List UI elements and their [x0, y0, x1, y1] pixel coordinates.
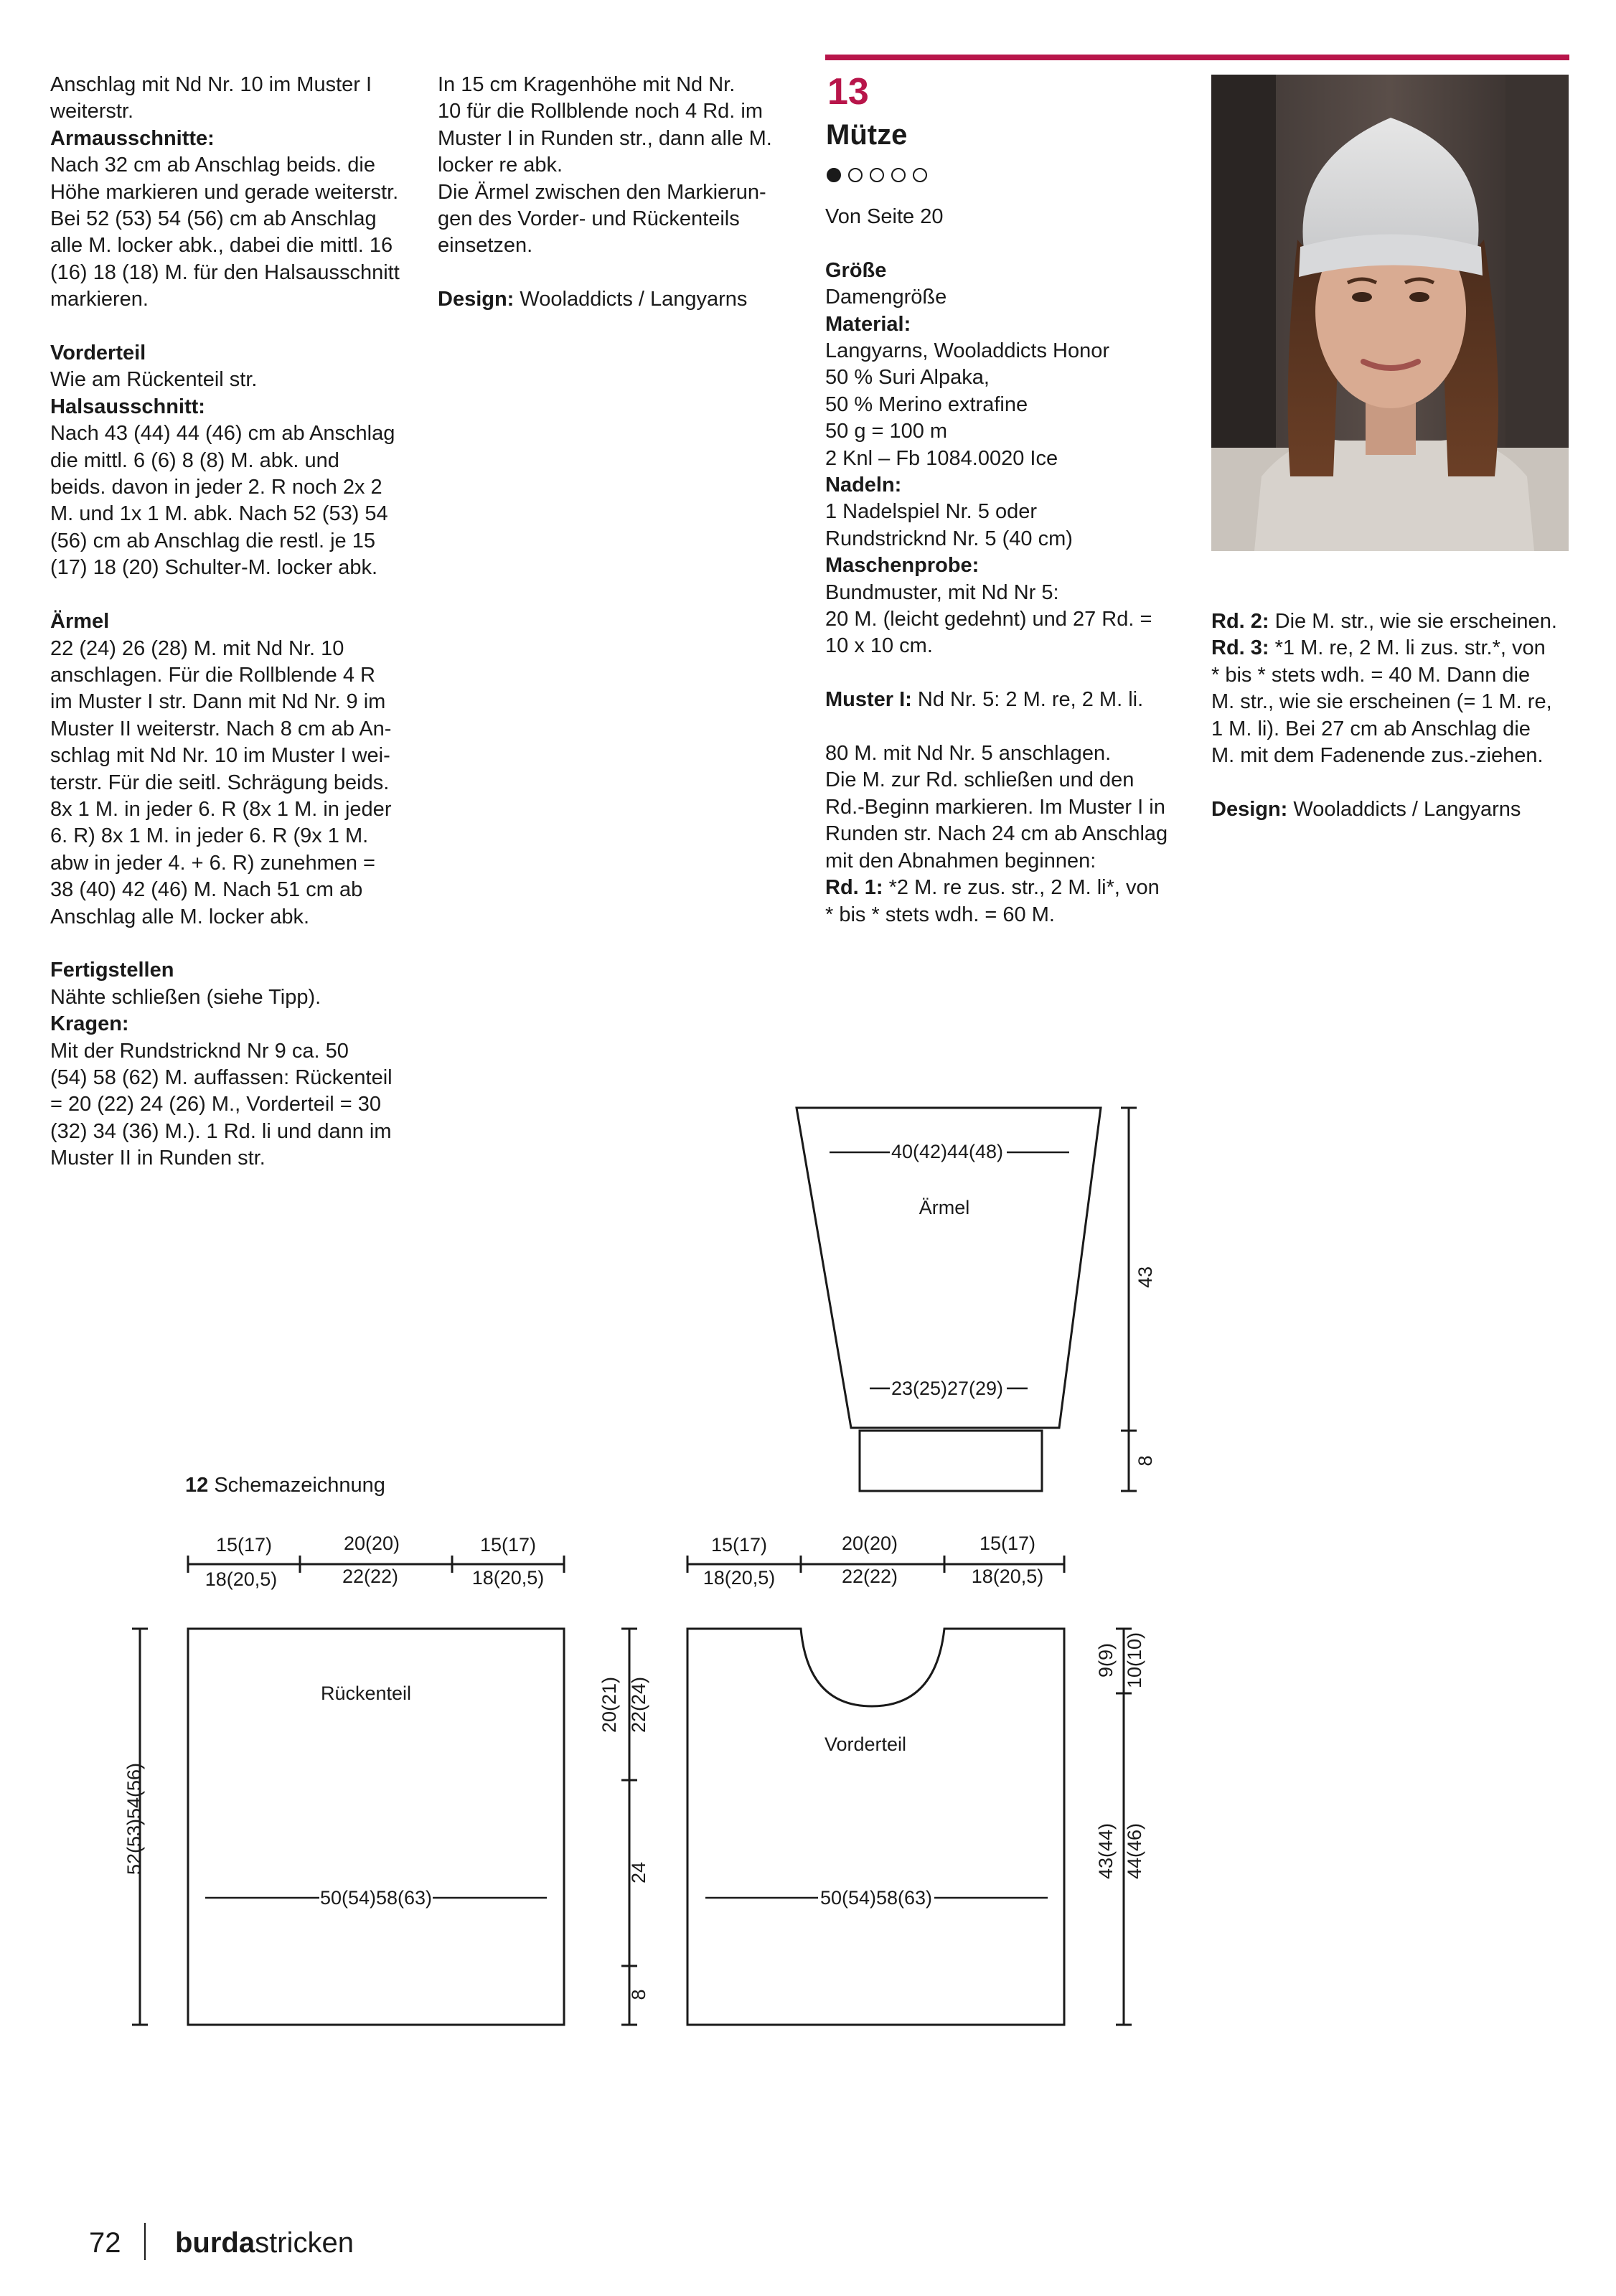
labeled-line	[825, 687, 1191, 713]
back-shoulder-width-lower-right: 18(20,5)	[471, 1567, 545, 1589]
sleeve-bottom-width: 23(25)27(29)	[891, 1378, 1004, 1399]
front-neck-width-upper: 20(20)	[841, 1533, 898, 1554]
text-line: beids. davon in jeder 2. R noch 2x 2	[50, 476, 382, 499]
section-accent-bar	[825, 55, 1569, 60]
collar-instructions-column	[438, 72, 789, 314]
armhole-height-a: 20(21)	[598, 1676, 620, 1733]
section-heading-text: Material:	[825, 312, 911, 336]
sleeve-cuff	[860, 1431, 1042, 1491]
section-heading-text: Halsausschnitt:	[50, 395, 205, 418]
section-heading	[50, 957, 409, 984]
section-heading	[50, 340, 409, 367]
text-line: 50 g = 100 m	[825, 420, 948, 443]
pullover-instructions-column	[50, 72, 409, 1172]
text-line: 2 Knl – Fb 1084.0020 Ice	[825, 446, 1058, 470]
labeled-line	[438, 286, 789, 313]
text-line: (54) 58 (62) M. auffassen: Rückenteil	[50, 1065, 393, 1089]
line-label: Rd. 2:	[1211, 610, 1269, 633]
sleeve-height: 43	[1135, 1266, 1156, 1289]
section-heading	[50, 1011, 409, 1038]
magazine-brand	[175, 2226, 354, 2260]
section-heading-text: Kragen:	[50, 1012, 129, 1036]
text-line: 10 für die Rollblende noch 4 Rd. im	[438, 100, 763, 123]
front-height-a: 43(44)	[1095, 1822, 1117, 1880]
line-label: Rd. 3:	[1211, 636, 1269, 660]
line-label: Design:	[1211, 797, 1288, 821]
front-panel-width: 50(54)58(63)	[819, 1887, 933, 1909]
back-panel-height: 52(53)54(56)	[123, 1762, 145, 1876]
line-label: Muster I:	[825, 688, 912, 712]
page-number: 72	[89, 2227, 121, 2259]
front-panel-outline	[687, 1629, 1064, 2025]
section-heading-text: Größe	[825, 258, 887, 282]
text-line: schlag mit Nd Nr. 10 im Muster I wei-	[50, 744, 390, 768]
back-neck-width-upper: 20(20)	[343, 1533, 400, 1554]
text-line: Damengröße	[825, 286, 947, 309]
armhole-height-b: 22(24)	[628, 1676, 649, 1733]
paragraph-gap	[825, 660, 1191, 687]
section-heading	[825, 258, 1191, 284]
schema-caption-text: Schemazeichnung	[208, 1474, 385, 1497]
line-text: Die M. str., wie sie erscheinen.	[1269, 610, 1557, 633]
section-heading-text: Armausschnitte:	[50, 126, 215, 150]
line-label: Design:	[438, 288, 515, 311]
sleeve-outline	[797, 1108, 1101, 1428]
brand-rest: stricken	[255, 2227, 354, 2259]
text-line: Von Seite 20	[825, 205, 944, 228]
difficulty-rating	[827, 168, 927, 182]
front-height-b: 44(46)	[1124, 1822, 1145, 1880]
text-line: 10 x 10 cm.	[825, 634, 933, 658]
text-line: markieren.	[50, 288, 149, 311]
text-line: = 20 (22) 24 (26) M., Vorderteil = 30	[50, 1093, 382, 1116]
text-line: M. str., wie sie erscheinen (= 1 M. re,	[1211, 690, 1552, 714]
hat-instructions-continued-column	[1211, 608, 1570, 823]
difficulty-dot-empty	[913, 168, 927, 182]
text-line: 38 (40) 42 (46) M. Nach 51 cm ab	[50, 878, 363, 902]
text-line: terstr. Für die seitl. Schrägung beids.	[50, 771, 390, 794]
text-line: M. mit dem Fadenende zus.-ziehen.	[1211, 744, 1544, 768]
line-text: *2 M. re zus. str., 2 M. li*, von	[883, 876, 1160, 900]
text-line: Muster I in Runden str., dann alle M.	[438, 126, 772, 150]
text-line: * bis * stets wdh. = 60 M.	[825, 903, 1055, 926]
text-line: Langyarns, Wooladdicts Honor	[825, 339, 1110, 363]
section-heading-text: Nadeln:	[825, 474, 902, 497]
schema-caption-number: 12	[185, 1474, 209, 1497]
back-panel-width: 50(54)58(63)	[319, 1887, 433, 1909]
line-text: *1 M. re, 2 M. li zus. str.*, von	[1269, 636, 1546, 660]
text-line: weiterstr.	[50, 100, 134, 123]
text-line: 1 M. li). Bei 27 cm ab Anschlag die	[1211, 717, 1531, 740]
section-heading	[50, 608, 409, 635]
neck-depth-a: 9(9)	[1095, 1642, 1117, 1678]
paragraph-gap	[1211, 769, 1570, 796]
text-line: Mit der Rundstricknd Nr 9 ca. 50	[50, 1039, 349, 1063]
brand-bold: burda	[175, 2227, 255, 2259]
text-line: Bundmuster, mit Nd Nr 5:	[825, 580, 1059, 604]
back-panel-outline	[188, 1629, 564, 2025]
text-line: abw in jeder 4. + 6. R) zunehmen =	[50, 851, 375, 875]
text-line: 50 % Suri Alpaka,	[825, 366, 990, 390]
ribbing-height: 8	[628, 1989, 649, 2000]
text-line: Wie am Rückenteil str.	[50, 368, 258, 392]
back-neck-width-lower: 22(22)	[342, 1566, 399, 1587]
section-heading	[50, 394, 409, 420]
text-line: 1 Nadelspiel Nr. 5 oder	[825, 500, 1037, 524]
labeled-line	[825, 875, 1191, 901]
text-line: Die M. zur Rd. schließen und den	[825, 768, 1135, 792]
section-heading	[50, 126, 409, 152]
text-line: Höhe markieren und gerade weiterstr.	[50, 180, 399, 204]
sleeve-cuff-height: 8	[1135, 1455, 1156, 1467]
text-line: Bei 52 (53) 54 (56) cm ab Anschlag	[50, 207, 377, 231]
back-panel-name: Rückenteil	[320, 1683, 412, 1704]
back-shoulder-width-upper-right: 15(17)	[479, 1534, 537, 1556]
section-heading	[825, 552, 1191, 579]
text-line: 8x 1 M. in jeder 6. R (8x 1 M. in jeder	[50, 797, 392, 821]
sleeve-top-width: 40(42)44(48)	[891, 1141, 1004, 1162]
line-text: Wooladdicts / Langyarns	[514, 288, 748, 311]
text-line: Anschlag alle M. locker abk.	[50, 905, 310, 928]
text-line: (32) 34 (36) M.). 1 Rd. li und dann im	[50, 1119, 392, 1143]
line-text: Nd Nr. 5: 2 M. re, 2 M. li.	[911, 688, 1144, 712]
text-line: im Muster I str. Dann mit Nd Nr. 9 im	[50, 690, 386, 714]
text-line: In 15 cm Kragenhöhe mit Nd Nr.	[438, 73, 736, 96]
paragraph-gap	[50, 931, 409, 957]
back-shoulder-width-lower: 18(20,5)	[205, 1568, 278, 1590]
hat-instructions-column	[825, 204, 1191, 928]
text-line: gen des Vorder- und Rückenteils	[438, 207, 740, 231]
text-line: Anschlag mit Nd Nr. 10 im Muster I	[50, 73, 372, 96]
text-line: Muster II in Runden str.	[50, 1147, 266, 1170]
line-text: Wooladdicts / Langyarns	[1287, 797, 1521, 821]
labeled-line	[1211, 796, 1570, 823]
section-heading-text: Ärmel	[50, 610, 110, 634]
front-shoulder-width-lower: 18(20,5)	[703, 1567, 776, 1589]
text-line: Rundstricknd Nr. 5 (40 cm)	[825, 527, 1073, 550]
text-line: 6. R) 8x 1 M. in jeder 6. R (9x 1 M.	[50, 824, 369, 848]
front-shoulder-width-lower-right: 18(20,5)	[971, 1566, 1044, 1587]
difficulty-dot-filled	[827, 168, 841, 182]
section-heading-text: Fertigstellen	[50, 959, 174, 982]
text-line: * bis * stets wdh. = 40 M. Dann die	[1211, 663, 1531, 687]
text-line: (56) cm ab Anschlag die restl. je 15	[50, 529, 375, 552]
footer-separator	[144, 2223, 146, 2260]
text-line: Runden str. Nach 24 cm ab Anschlag	[825, 822, 1168, 846]
section-heading-text: Maschenprobe:	[825, 554, 980, 578]
section-heading	[825, 311, 1191, 338]
paragraph-gap	[50, 582, 409, 608]
paragraph-gap	[50, 314, 409, 340]
text-line: einsetzen.	[438, 234, 533, 258]
text-line: (16) 18 (18) M. für den Halsausschnitt	[50, 260, 400, 284]
model-photo	[1211, 75, 1569, 551]
text-line: 20 M. (leicht gedehnt) und 27 Rd. =	[825, 608, 1152, 631]
front-shoulder-width-upper-right: 15(17)	[979, 1533, 1036, 1554]
schema-caption	[185, 1472, 385, 1499]
text-line: mit den Abnahmen beginnen:	[825, 849, 1096, 872]
labeled-line	[1211, 608, 1570, 635]
difficulty-dot-empty	[848, 168, 863, 182]
item-number: 13	[827, 71, 869, 113]
text-line: 80 M. mit Nd Nr. 5 anschlagen.	[825, 742, 1112, 766]
front-shoulder-width-upper: 15(17)	[710, 1534, 768, 1556]
text-line: Muster II weiterstr. Nach 8 cm ab An-	[50, 717, 392, 740]
paragraph-gap	[825, 714, 1191, 740]
paragraph-gap	[825, 230, 1191, 257]
text-line: Rd.-Beginn markieren. Im Muster I in	[825, 795, 1165, 819]
text-line: Nach 43 (44) 44 (46) cm ab Anschlag	[50, 422, 395, 446]
back-shoulder-width-upper: 15(17)	[215, 1534, 273, 1556]
text-line: M. und 1x 1 M. abk. Nach 52 (53) 54	[50, 502, 388, 526]
text-line: (17) 18 (20) Schulter-M. locker abk.	[50, 556, 378, 580]
text-line: Nach 32 cm ab Anschlag beids. die	[50, 154, 375, 177]
front-neck-width-lower: 22(22)	[841, 1566, 898, 1587]
front-panel-name: Vorderteil	[824, 1733, 907, 1755]
body-height: 24	[628, 1861, 649, 1884]
neck-depth-b: 10(10)	[1124, 1632, 1145, 1689]
text-line: Die Ärmel zwischen den Markierun-	[438, 180, 766, 204]
text-line: 22 (24) 26 (28) M. mit Nd Nr. 10	[50, 636, 344, 660]
text-line: alle M. locker abk., dabei die mittl. 16	[50, 234, 393, 258]
difficulty-dot-empty	[870, 168, 884, 182]
text-line: anschlagen. Für die Rollblende 4 R	[50, 663, 375, 687]
text-line: locker re abk.	[438, 154, 563, 177]
sleeve-name: Ärmel	[919, 1197, 970, 1218]
item-title: Mütze	[826, 119, 908, 151]
paragraph-gap	[438, 260, 789, 286]
line-label: Rd. 1:	[825, 876, 883, 900]
text-line: 50 % Merino extrafine	[825, 392, 1028, 416]
text-line: die mittl. 6 (6) 8 (8) M. abk. und	[50, 448, 339, 472]
section-heading	[825, 472, 1191, 499]
section-heading-text: Vorderteil	[50, 342, 146, 365]
labeled-line	[1211, 635, 1570, 662]
difficulty-dot-empty	[891, 168, 906, 182]
text-line: Nähte schließen (siehe Tipp).	[50, 985, 321, 1009]
